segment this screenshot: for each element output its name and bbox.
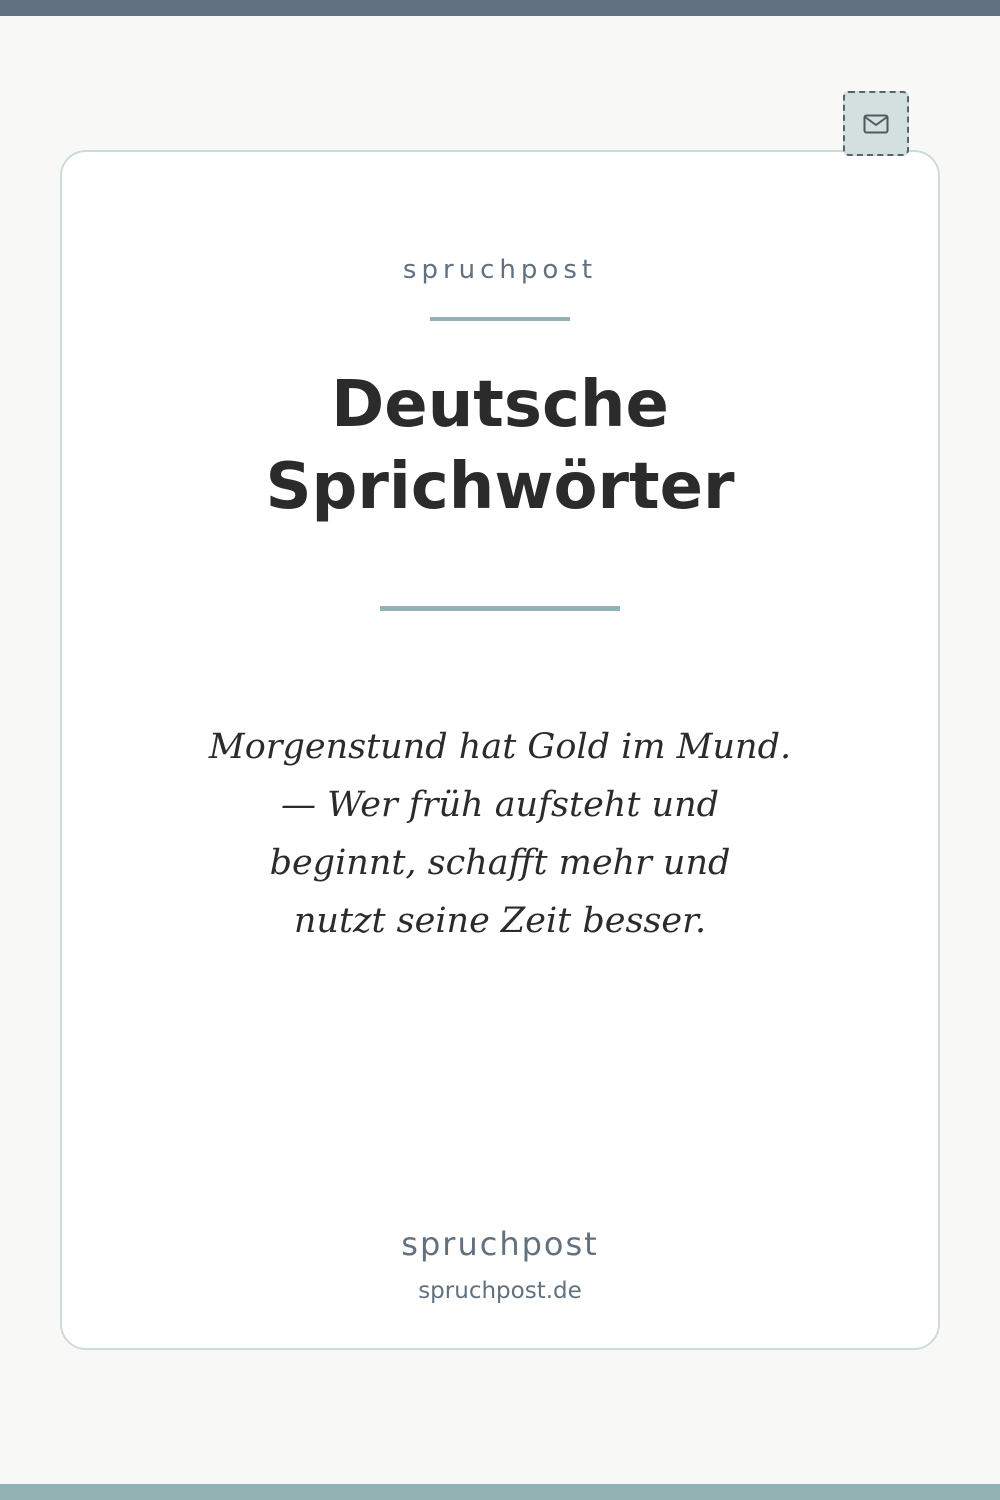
title-divider bbox=[380, 606, 620, 611]
quote-line: Morgenstund hat Gold im Mund. bbox=[208, 727, 792, 767]
website-link[interactable]: spruchpost.de bbox=[418, 1278, 582, 1304]
top-color-bar bbox=[0, 0, 1000, 16]
proverb-quote bbox=[190, 718, 810, 950]
header-divider bbox=[430, 317, 570, 321]
title-line: Sprichwörter bbox=[265, 450, 735, 524]
mail-icon bbox=[863, 114, 889, 134]
card-title bbox=[0, 364, 1000, 528]
title-line: Deutsche bbox=[331, 368, 669, 442]
bottom-color-bar bbox=[0, 1484, 1000, 1500]
postage-stamp bbox=[843, 91, 909, 156]
brand-footer: spruchpost bbox=[401, 1225, 599, 1263]
brand-header: spruchpost bbox=[402, 255, 598, 285]
quote-line: beginnt, schafft mehr und bbox=[269, 843, 731, 883]
quote-line: — Wer früh aufsteht und bbox=[280, 785, 720, 825]
quote-line: nutzt seine Zeit besser. bbox=[293, 901, 707, 941]
